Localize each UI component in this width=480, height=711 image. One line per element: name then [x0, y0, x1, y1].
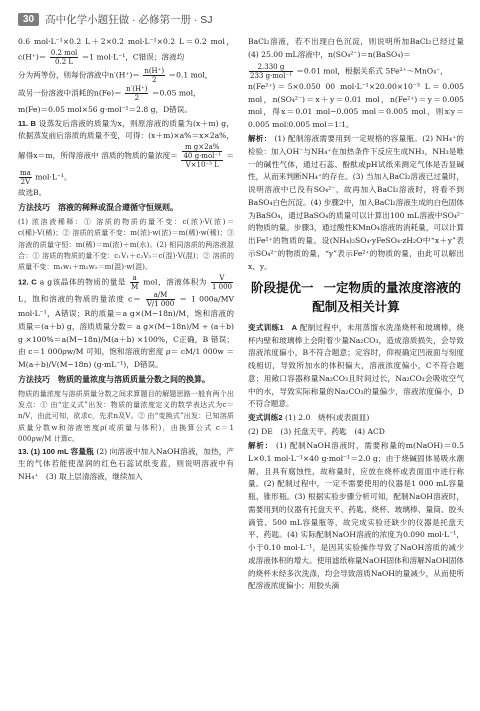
- paragraph: m(Fe)＝0.05 mol×56 g·mol⁻¹＝2.8 g，D错误。: [18, 104, 192, 114]
- text: (1) 配制溶液需要用到一定规格的容量瓶。(2) NH₄⁺的检验：加入OH⁻与NH₄⁺在加热条件下反应生成NH₃，NH₃是唯一的碱性气体，通过石蕊、酚酞或pH试纸来测定气体是否显碱性，从而来判断NH₄⁺的存在。(3) 当加入BaCl₂溶液已过量时，说明溶液中已没有SO₄²⁻，故再加入BaCl₂溶液时，将看不到BaSO₄白色沉淀。(4) 步骤2中，加入BaCl₂溶液生成的白色固体为BaSO₄，通过BaSO₄的质量可以计算出100 mL溶液中SO₄²⁻的物质的量。步骤3，通过酸性KMnO₄溶液的消耗量，可以计算出Fe²⁺的物质的量。设(NH₄)₂SO₄·yFeSO₄·zH₂O中“x＋y”表示SO₄²⁻的物质的量，“y”表示Fe²⁺的物质的量，由此可以解出x、y。: [248, 134, 464, 271]
- fraction: [130, 274, 139, 291]
- text: mol，溶液体积为: [143, 277, 207, 287]
- left-column: [18, 36, 234, 485]
- answer-label: 11. B: [18, 118, 37, 128]
- fraction: [19, 169, 32, 186]
- answer-11: [18, 118, 234, 187]
- text: mol·L⁻¹。: [35, 172, 72, 182]
- right-column: [248, 36, 472, 594]
- method-tip-body: (1) 浓溶液稀释：① 溶质的物质的量不变：c(浓)·V(浓)＝c(稀)·V(稀)；② 溶质的质量不变：m(浓)·w(浓)＝m(稀)·w(稀)；③ 溶液的质量守恒：m(稀)＝m(浓)＋m(水)。(2) 相同溶质的两溶液混合：① 溶质的物质的量不变：c₁V₁＋c₂V₂＝c(混)·V(混)；② 溶质的质量不变：m₁w₁＋m₂w₂＝m(混)·w(混)。: [18, 217, 234, 272]
- text: 分为两等份，则每份溶液中n′(H⁺)＝: [18, 70, 140, 80]
- text: ＝0.01 mol，根据关系式 5Fe²⁺～MnO₄⁻，: [296, 66, 448, 76]
- section-title-line: 一定物质的量浓度溶液的: [323, 281, 462, 296]
- text: ＝0.1 mol，: [168, 70, 213, 80]
- analysis-label: 解析：: [248, 441, 273, 451]
- answer-13: [18, 446, 234, 484]
- fraction-denominator: V/1 000: [146, 300, 175, 309]
- fraction-numerator: 2.330 g: [249, 63, 293, 72]
- text: ＝: [179, 294, 188, 304]
- paragraph: BaCl₂溶液，若不出现白色沉淀，则说明所加BaCl₂已经过量 (4) 25.00 mL溶液中，n(SO₄²⁻)＝n(BaSO₄)＝: [248, 37, 472, 59]
- fraction-numerator: a/M: [146, 291, 175, 300]
- fraction-numerator: 0.2 mol: [50, 48, 78, 57]
- section-title: [248, 279, 464, 317]
- paragraph: 故选B。: [18, 188, 47, 198]
- answer-12: [18, 274, 234, 372]
- fraction: [143, 67, 165, 84]
- exercise-2: [248, 412, 464, 425]
- exercise-1: [248, 322, 464, 411]
- fraction: [181, 143, 222, 169]
- section-title-line: 配制及相关计算: [312, 300, 400, 315]
- text: (1) 2.0 烧杯(或表面皿): [285, 413, 370, 423]
- method-tip-body: 物质的量浓度与溶质质量分数之间求算题目的解题思路一般有两个出发点：① 由“定义式”出发：物质的量浓度定义的数学表达式为c＝n/V，由此可知，欲求c，先求n及V。② 由“变换式”出发：已知溶质质量分数w和溶液密度ρ(或质量与体积)，由换算公式 c＝1 000ρw/M 计算c。: [18, 388, 234, 444]
- text: ＝0.05 mol，: [151, 88, 201, 98]
- text: (1) 配制NaOH溶液时，需要称量的m(NaOH)＝0.5 L×0.1 mol·L⁻¹×40 g·mol⁻¹＝2.0 g；由于烧碱固体易吸水潮解，且具有腐蚀性，故称量时，应放在烧杯或表面皿中进行称量。(2) 配制过程中，一定不需要使用的仪器是1 000 mL容量瓶、锥形瓶。(3) 根据实验步骤分析可知，配制NaOH溶液时，需要用到的仪器有托盘天平、药匙、烧杯、玻璃棒、量筒、胶头滴管、500 mL容量瓶等，故完成实验还缺少的仪器是托盘天平、药匙。(4) 实际配制NaOH溶液的浓度为0.090 mol·L⁻¹，小于0.10 mol·L⁻¹，是因其实验操作导致了NaOH溶质的减少或溶液体积的增大。使用滤纸称量NaOH固体和溶解NaOH固体的烧杯未经多次洗涤，均会导致溶质NaOH的量减少，从而使所配溶液浓度偏小；用胶头滴: [248, 441, 464, 591]
- paragraph: [18, 36, 234, 66]
- analysis: [248, 440, 464, 593]
- fraction-numerator: [181, 143, 222, 161]
- fraction-numerator: a: [130, 274, 139, 283]
- text: 故另一份溶液中消耗的n(Fe)＝: [18, 88, 122, 98]
- fraction-numerator: m g×2a%: [182, 143, 221, 152]
- page-number: 30: [18, 13, 39, 26]
- paragraph: [18, 85, 234, 102]
- fraction-denominator: 40 g·mol⁻¹: [183, 152, 221, 161]
- paragraph: [248, 63, 464, 80]
- exercise-label: 变式训练2: [248, 413, 283, 423]
- fraction-denominator: 233 g·mol⁻¹: [250, 71, 292, 80]
- fraction-denominator: 2: [134, 94, 140, 103]
- text: ＝: [226, 151, 234, 161]
- fraction: [50, 49, 78, 66]
- fraction: [146, 291, 175, 308]
- fraction-numerator: n(H⁺): [144, 67, 165, 76]
- method-tip-heading: 方法技巧 溶液的稀释或混合遵循守恒规则。: [18, 203, 178, 213]
- fraction-denominator: 1 000: [211, 282, 232, 291]
- paragraph: (2) DE (3) 托盘天平、药匙 (4) ACD: [248, 427, 385, 437]
- fraction-denominator: V×10⁻³ L: [185, 161, 219, 170]
- paragraph: n(Fe²⁺)＝5×0.050 00 mol·L⁻¹×20.00×10⁻³ L＝0.005 mol，n(SO₄²⁻)＝x＋y＝0.01 mol，n(Fe²⁺)＝y＝0.005 mol，得x＝0.01 mol−0.005 mol＝0.005 mol，则x∶y＝0.005 mol∶0.005 mol＝1∶1。: [248, 81, 464, 130]
- text: (2) 向溶液中加入NaOH溶液，加热，产生的气体若能使湿润的红色石蕊试纸变蓝，则说明溶液中有NH₄⁺ (3) 取上层清溶液，继续加入: [18, 446, 234, 482]
- text: 0.6 mol·L⁻¹×0.2 L＋2×0.2 mol·L⁻¹×0.2 L＝0.2 mol，c(H⁺)＝: [18, 37, 234, 62]
- exercise-label: 变式训练1 A: [248, 322, 298, 332]
- page-header: [18, 10, 462, 28]
- inner-fraction: [182, 143, 221, 160]
- text: 配制过程中，未用蒸馏水洗涤烧杯和玻璃棒，烧杯内壁和玻璃棒上会附着少量Na₂CO₃，造成溶质损失，会导致溶液浓度偏小，B不符合题意；定容时，仰视确定凹液面与刻度线相切，导致所加水的体积偏大，溶液浓度偏小，C不符合题意；用敞口容器称量Na₂CO₃且时间过长，Na₂CO₃会吸收空气中的水，导致实际称量的Na₂CO₃的量偏少，溶液浓度偏小，D不符合题意。: [248, 322, 464, 409]
- text: 1 000a/MV mol·L⁻¹，A错误；R的质量＝a g×(M−18n)/M，饱和溶液的质量＝(a＋b) g，溶质质量分数＝: [18, 294, 234, 331]
- fraction: [125, 85, 148, 102]
- fraction-denominator: M: [131, 282, 139, 291]
- method-tip-heading: 方法技巧 物质的量浓度与溶质质量分数之间的换算。: [18, 375, 210, 385]
- text: a g×(M−18n)/M ÷ (a＋b) g ×100%＝a(M−18n)/M(a＋b) ×100%，C正确，B: [18, 321, 234, 344]
- fraction-denominator: 0.2 L: [55, 57, 74, 66]
- text: a g该晶体的物质的量是: [39, 277, 127, 287]
- fraction-denominator: 2: [151, 76, 157, 85]
- text: 设蒸发后溶液的质量为x，则原溶液的质量为(x＋m) g，依据蒸发前后溶质的质量不变，可得：(x＋m)×a%＝x×2a%，解得x＝m，所得溶液中: [18, 118, 234, 161]
- paragraph: [18, 67, 234, 84]
- fraction-numerator: V: [211, 274, 233, 283]
- fraction-numerator: ma: [20, 169, 31, 178]
- analysis-label: 解析：: [248, 134, 272, 144]
- fraction-numerator: n′(H⁺): [126, 85, 148, 94]
- text: 溶质的物质的量浓度＝: [101, 151, 178, 161]
- fraction-denominator: 2V: [20, 178, 31, 187]
- fraction: [211, 274, 233, 291]
- text: cM/1 000w ＝ M(a＋b)/V(M−18n) (g·mL⁻¹)，D错误。: [18, 347, 234, 370]
- text: L，饱和溶液的物质的量浓度 c＝: [18, 294, 142, 304]
- answer-label: 13. (1) 100 mL 容量瓶: [18, 446, 94, 456]
- fraction: [249, 63, 293, 80]
- answer-label: 12. C: [18, 277, 37, 287]
- text: 错误；由 c＝1 000ρw/M 可知，饱和溶液的密度 ρ＝: [18, 334, 235, 357]
- book-title: 高中化学小题狂做 · 必修第一册 · SJ: [45, 13, 213, 26]
- section-tag: 阶段提优一: [250, 281, 314, 296]
- text: ＝1 mol·L⁻¹，C错误；溶液均: [81, 52, 185, 62]
- analysis: [248, 133, 464, 273]
